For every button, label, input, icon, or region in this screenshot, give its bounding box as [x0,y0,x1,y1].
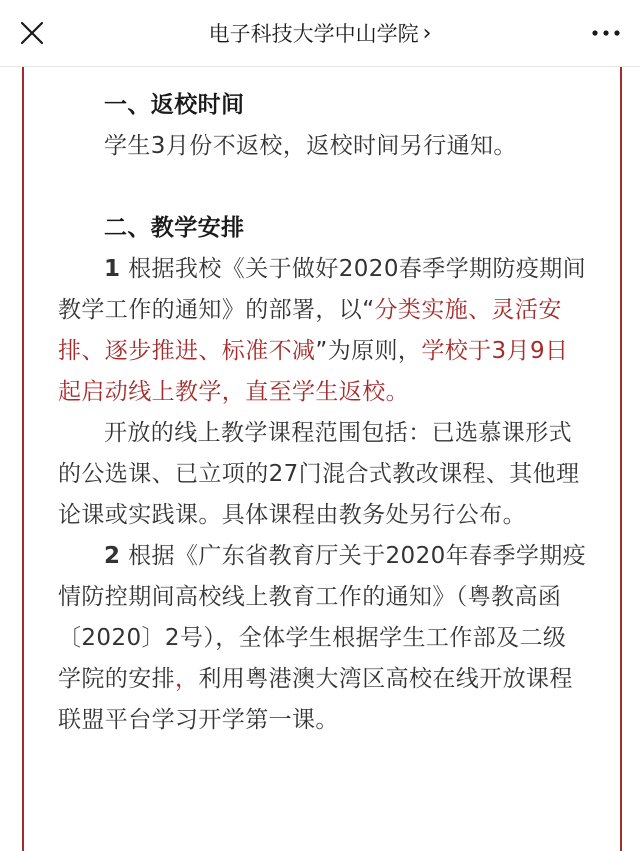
close-button[interactable] [12,13,52,53]
paragraph-text: ”为原则， [315,338,422,364]
paragraph-text: 根据《广东省教育厅关于2020年春季学期疫情防控期间高校线上教育工作的通知》（粤教高函〔2020〕2号），全体学生根据学生工作部及二级学院的安排 [58,543,587,692]
highlight-text: 学校于3月9日起启动线上教学，直至学生返校。 [58,338,569,405]
article-body [58,85,588,741]
account-name-link[interactable] [120,0,520,66]
paragraph-text: 利用粤港澳大湾区高校在线开放课程联盟平台学习开学第一课。 [58,666,573,733]
more-button[interactable] [586,13,626,53]
item-number: 2 [104,543,121,569]
section-heading-return-time: 一、返校时间 [104,92,245,118]
teaching-paragraph-3 [58,536,588,741]
right-border-decoration [620,67,622,851]
teaching-paragraph-1 [58,249,588,413]
highlight-text: 分类实施、灵活安排、逐步推进、标准不减 [58,297,562,364]
page-title: 电子科技大学中山学院 [208,22,419,46]
nav-bar [0,0,640,67]
highlight-text: ， [175,666,199,692]
left-border-decoration [22,67,24,851]
teaching-paragraph-2: 开放的线上教学课程范围包括：已选慕课形式的公选课、已立项的27门混合式教改课程、其他理论课或实践课。具体课程由教务处另行公布。 [58,420,580,528]
section-body-return-time: 学生3月份不返校，返校时间另行通知。 [104,133,517,159]
more-icon [591,29,621,37]
close-icon [19,20,45,46]
item-number: 1 [104,256,121,282]
chevron-right-icon: › [422,20,432,46]
paragraph-spacer [58,167,588,208]
article-content[interactable] [0,67,640,851]
paragraph-text: 根据我校《关于做好2020春季学期防疫期间教学工作的通知》的部署，以“ [58,256,587,323]
section-heading-teaching: 二、教学安排 [104,215,245,241]
